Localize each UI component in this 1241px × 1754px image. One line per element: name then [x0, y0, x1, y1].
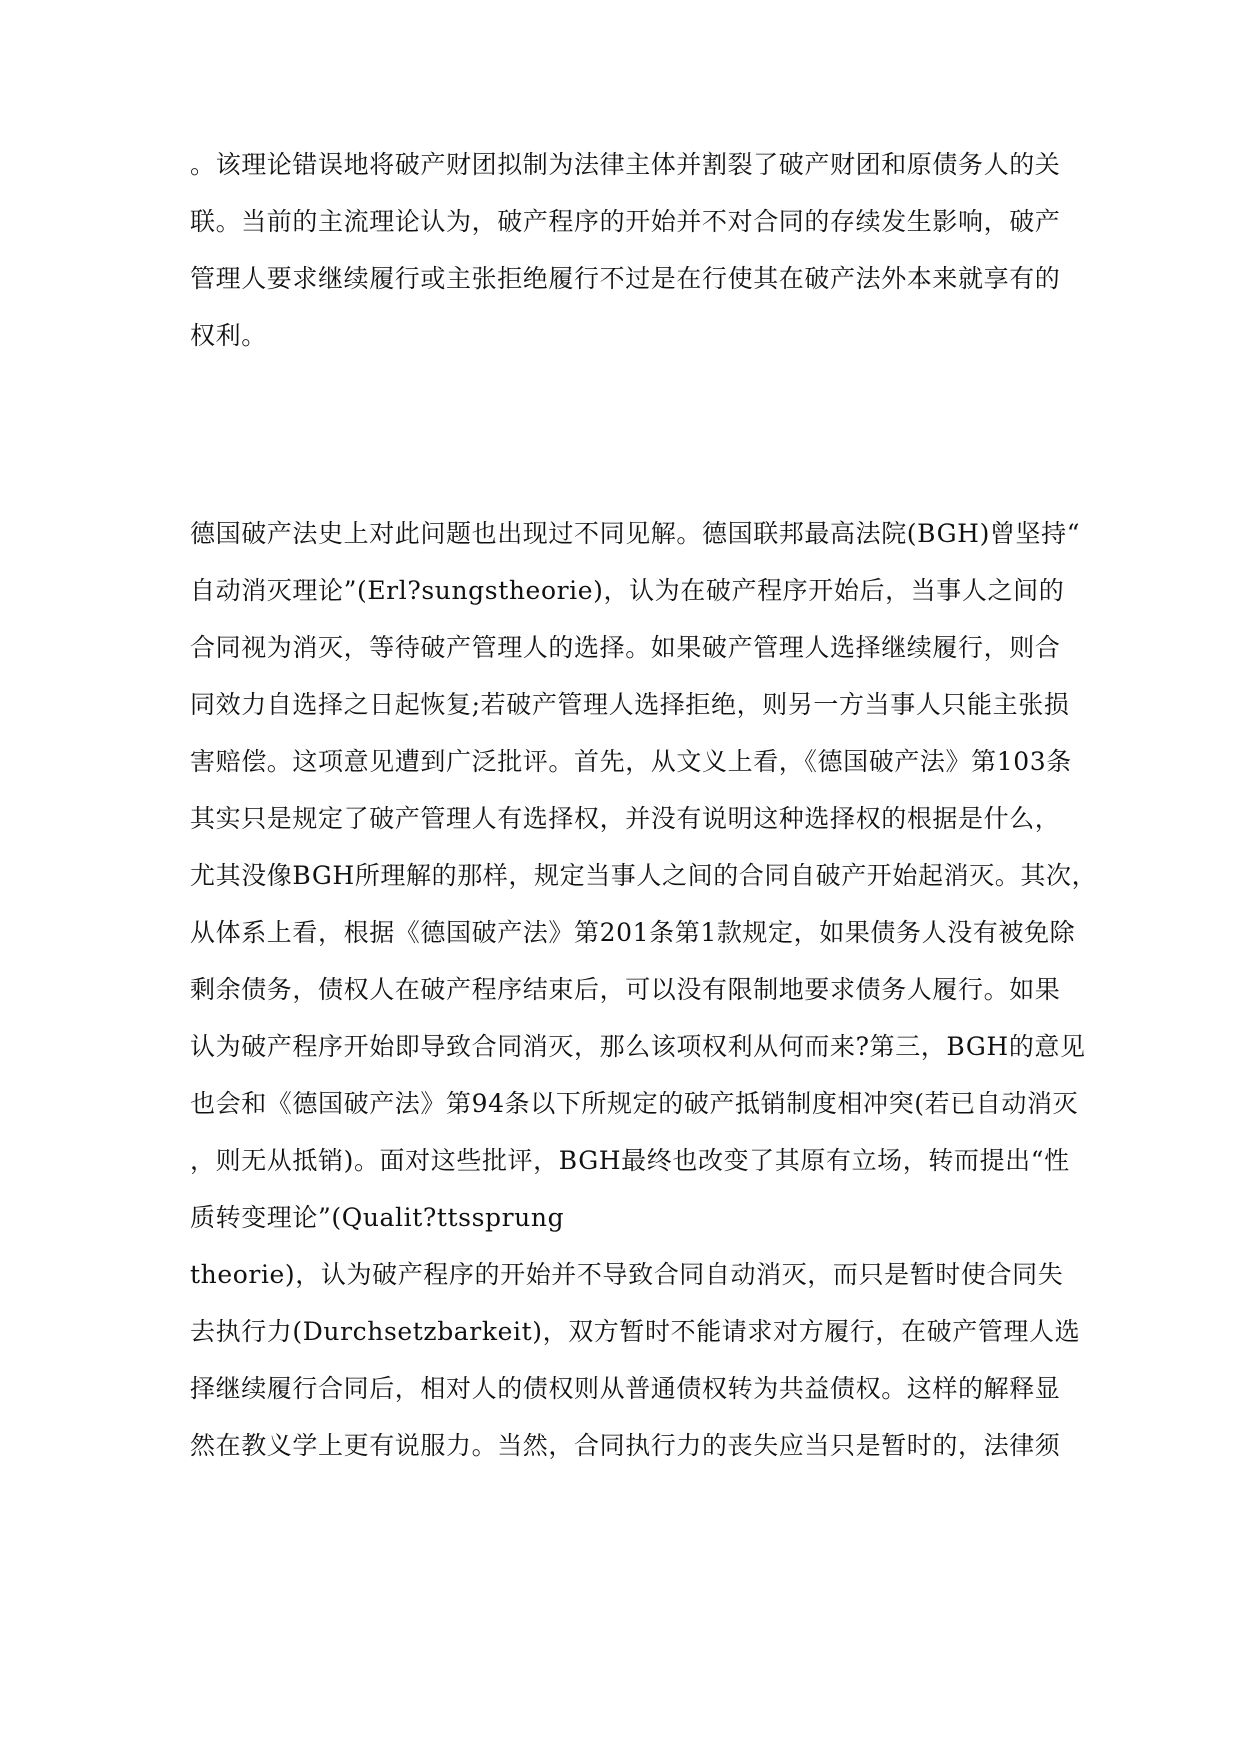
- text-line: 质转变理论”(Qualit?ttssprung: [190, 1203, 565, 1232]
- text-line: 然在教义学上更有说服力。当然，合同执行力的丧失应当只是暂时的，法律须: [190, 1431, 1061, 1460]
- text-line: 合同视为消灭，等待破产管理人的选择。如果破产管理人选择继续履行，则合: [190, 633, 1061, 662]
- text-line: 剩余债务，债权人在破产程序结束后，可以没有限制地要求债务人履行。如果: [190, 975, 1061, 1004]
- text-line: 权利。: [190, 321, 267, 350]
- text-line: 德国破产法史上对此问题也出现过不同见解。德国联邦最高法院(BGH)曾坚持“: [190, 519, 1081, 548]
- text-line: 自动消灭理论”(Erl?sungstheorie)，认为在破产程序开始后，当事人之间的: [190, 576, 1065, 605]
- text-line: 管理人要求继续履行或主张拒绝履行不过是在行使其在破产法外本来就享有的: [190, 264, 1061, 293]
- text-line: 害赔偿。这项意见遭到广泛批评。首先，从文义上看，《德国破产法》第103条: [190, 747, 1072, 776]
- text-line: 从体系上看，根据《德国破产法》第201条第1款规定，如果债务人没有被免除: [190, 918, 1076, 947]
- text-line: theorie)，认为破产程序的开始并不导致合同自动消灭，而只是暂时使合同失: [190, 1260, 1064, 1289]
- text-line: 择继续履行合同后，相对人的债权则从普通债权转为共益债权。这样的解释显: [190, 1374, 1061, 1403]
- text-line: ，则无从抵销)。面对这些批评，BGH最终也改变了其原有立场，转而提出“性: [190, 1146, 1070, 1175]
- text-line: 。该理论错误地将破产财团拟制为法律主体并割裂了破产财团和原债务人的关: [190, 150, 1061, 179]
- text-line: 认为破产程序开始即导致合同消灭，那么该项权利从何而来?第三，BGH的意见: [190, 1032, 1086, 1061]
- text-line: 同效力自选择之日起恢复;若破产管理人选择拒绝，则另一方当事人只能主张损: [190, 690, 1070, 719]
- text-line: 联。当前的主流理论认为，破产程序的开始并不对合同的存续发生影响，破产: [190, 207, 1061, 236]
- text-line: 其实只是规定了破产管理人有选择权，并没有说明这种选择权的根据是什么，: [190, 804, 1061, 833]
- text-line: 去执行力(Durchsetzbarkeit)，双方暂时不能请求对方履行，在破产管理人选: [190, 1317, 1081, 1346]
- text-line: 也会和《德国破产法》第94条以下所规定的破产抵销制度相冲突(若已自动消灭: [190, 1089, 1079, 1118]
- text-line: 尤其没像BGH所理解的那样，规定当事人之间的合同自破产开始起消灭。其次，: [190, 861, 1098, 890]
